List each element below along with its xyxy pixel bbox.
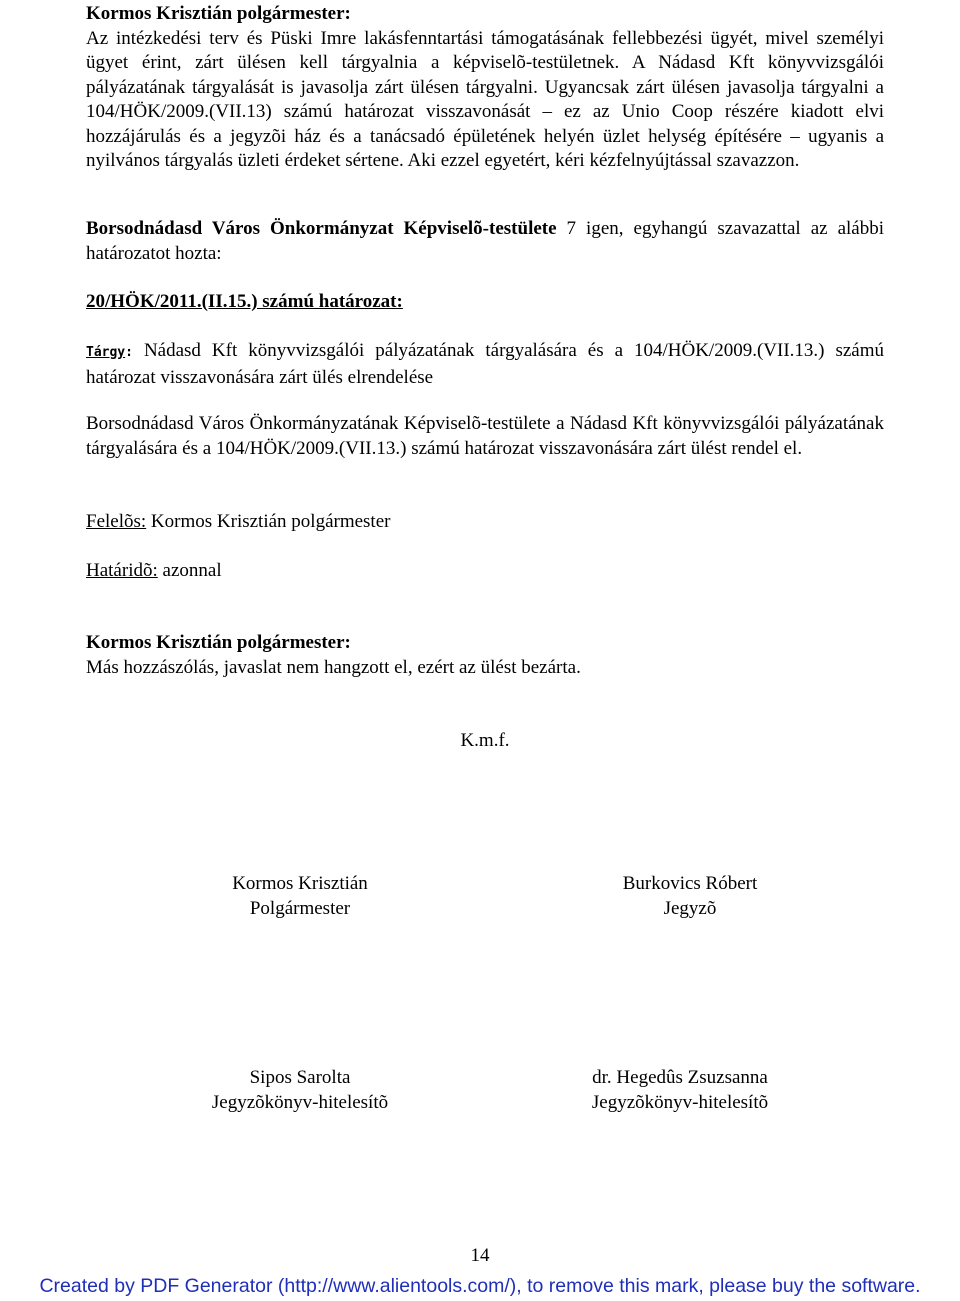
kmf-line [86, 729, 884, 754]
subject-text: Nádasd Kft könyvvizsgálói pályázatának tárgyalására és a 104/HÖK/2009.(VII.13.) számú határozat visszavonására zárt ülés elrendelése [86, 340, 884, 388]
resolution-number [86, 290, 884, 315]
deadline-line [86, 559, 884, 584]
responsible-label: Felelõs: [86, 511, 147, 532]
signature-authenticator-left [150, 1066, 450, 1115]
vote-paragraph [86, 217, 884, 266]
resolution-decision [86, 412, 884, 461]
signature-name: dr. Hegedûs Zsuzsanna [592, 1067, 768, 1088]
council-name: Borsodnádasd Város Önkormányzat Képviselõ-testülete [86, 218, 557, 239]
page-number: 14 [470, 1245, 490, 1266]
vote-result: 7 igen, egyhangú szavazattal az alábbi határozatot hozta: [86, 218, 884, 264]
kmf-text: K.m.f. [460, 730, 510, 751]
signature-role: Jegyzõkönyv-hitelesítõ [591, 1091, 769, 1113]
section-intro [86, 2, 884, 174]
signature-authenticator-right [530, 1066, 830, 1115]
subject-label: Tárgy [86, 345, 126, 360]
signature-role: Jegyzõ [663, 897, 717, 919]
decision-text: Borsodnádasd Város Önkormányzatának Képviselõ-testülete a Nádasd Kft könyvvizsgálói pályázatának tárgyalására és a 104/HÖK/2009.(VII.13.) számú határozat visszavonására zárt ülést rendel el. [86, 413, 884, 459]
resolution-title: 20/HÖK/2011.(II.15.) számú határozat: [86, 291, 403, 312]
subject-colon: : [125, 345, 133, 360]
signature-mayor [170, 872, 430, 921]
signature-role: Jegyzõkönyv-hitelesítõ [211, 1091, 389, 1113]
pdf-generator-watermark: Created by PDF Generator (http://www.alientools.com/), to remove this mark, please buy the software. [39, 1275, 921, 1297]
signature-name: Kormos Krisztián [232, 873, 368, 894]
resolution-subject [86, 339, 884, 390]
responsible-value: Kormos Krisztián polgármester [146, 511, 391, 532]
signature-name: Burkovics Róbert [622, 873, 758, 894]
closing-speaker: Kormos Krisztián polgármester: [86, 632, 351, 653]
closing-text: Más hozzászólás, javaslat nem hangzott el, ezért az ülést bezárta. [86, 656, 581, 678]
signature-notary [560, 872, 820, 921]
responsible-line [86, 510, 884, 535]
deadline-label: Határidõ: [86, 560, 158, 581]
section-closing [86, 631, 884, 680]
signature-role: Polgármester [249, 897, 351, 919]
intro-paragraph: Az intézkedési terv és Püski Imre lakásfenntartási támogatásának fellebbezési ügyét, mivel személyi ügyet érint, zárt ülésen kell tárgyalnia a képviselõ-testületnek. A Nádasd Kft könyvvizsgálói pályázatának tárgyalását is javasolja zárt ülésen tárgyalni. Ugyancsak zárt ülésen javasolja tárgyalni a 104/HÖK/2009.(VII.13) számú határozat visszavonását – ez az Unio Coop részére kiadott elvi hozzájárulás és a jegyzõi ház és a tanácsadó épületének helyén üzlet helység építésére – ugyanis a nyilvános tárgyalás üzleti érdeket sértene. Aki ezzel egyetért, kéri kézfelnyújtással szavazzon. [86, 27, 884, 171]
speaker-heading: Kormos Krisztián polgármester: [86, 3, 351, 24]
signature-name: Sipos Sarolta [249, 1067, 351, 1088]
deadline-value: azonnal [157, 560, 222, 581]
